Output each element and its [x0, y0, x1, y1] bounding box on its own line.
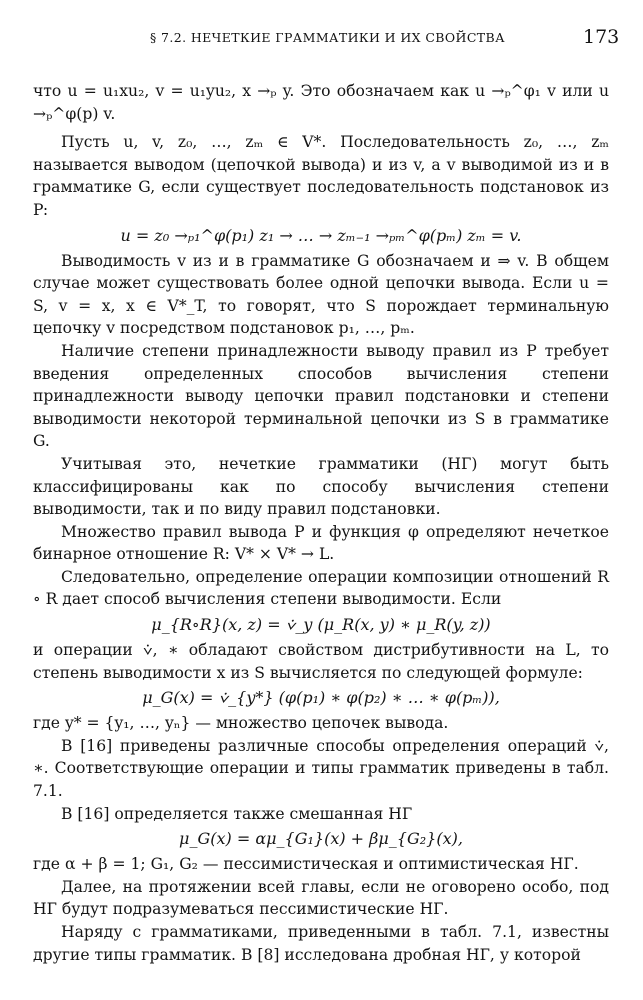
page-number: 173	[583, 26, 620, 48]
derivation-formula: u = z₀ →ₚ₁^φ(p₁) z₁ → … → zₘ₋₁ →ₚₘ^φ(pₘ) zₘ = v.	[120, 225, 522, 245]
running-head: § 7.2. НЕЧЕТКИЕ ГРАММАТИКИ И ИХ СВОЙСТВА	[150, 30, 505, 45]
paragraph: Наряду с грамматиками, приведенными в табл. 7.1, известны другие типы грамматик. В [8] исследована дробная НГ, у которой	[33, 923, 609, 964]
paragraph: где α + β = 1; G₁, G₂ — пессимистическая и оптимистическая НГ.	[33, 855, 579, 874]
paragraph: Множество правил вывода P и функция φ определяют нечеткое бинарное отношение R: V* × V* → L.	[33, 522, 609, 564]
page-header	[0, 20, 643, 54]
paragraph: Учитывая это, нечеткие грамматики (НГ) могут быть классифицированы как по способу вычисления степени выводимости, так и по виду правил подстановки.	[33, 454, 609, 519]
paragraph: что u = u₁xu₂, v = u₁yu₂, x →ₚ y. Это обозначаем как u →ₚ^φ₁ v или u →ₚ^φ(p) v.	[33, 82, 609, 123]
body-text	[33, 80, 609, 966]
paragraph: Пусть u, v, z₀, …, zₘ ∈ V*. Последовательность z₀, …, zₘ называется выводом (цепочкой вывода) и из v, а v выводимой из и в грамматике G, если существует последовательность подстановок из P:	[33, 133, 609, 219]
paragraph: В [16] приведены различные способы определения операций ⩒, ∗. Соответствующие операции и типы грамматик приведены в табл. 7.1.	[33, 736, 609, 801]
paragraph: Наличие степени принадлежности выводу правил из P требует введения определенных способов вычисления степени принадлежности выводу цепочки правил подстановки и степени выводимости некоторой терминальной цепочки из S в грамматике G.	[33, 341, 609, 451]
paragraph: В [16] определяется также смешанная НГ	[61, 804, 413, 823]
derivability-formula: μ_G(x) = ⩒_{y*} (φ(p₁) ∗ φ(p₂) ∗ … ∗ φ(pₘ)),	[142, 688, 500, 708]
mixed-grammar-formula: μ_G(x) = αμ_{G₁}(x) + βμ_{G₂}(x),	[179, 829, 463, 849]
paragraph: Далее, на протяжении всей главы, если не оговорено особо, под НГ будут подразумеваться пессимистические НГ.	[33, 877, 609, 919]
composition-formula: μ_{R∘R}(x, z) = ⩒_y (μ_R(x, y) ∗ μ_R(y, z))	[151, 615, 491, 635]
paragraph: Следовательно, определение операции композиции отношений R ∘ R дает способ вычисления степени выводимости. Если	[33, 567, 609, 609]
paragraph: и операции ⩒, ∗ обладают свойством дистрибутивности на L, то степень выводимости x из S вычисляется по следующей формуле:	[33, 641, 609, 682]
paragraph: где y* = {y₁, …, yₙ} — множество цепочек вывода.	[33, 714, 449, 733]
paragraph: Выводимость v из и в грамматике G обозначаем и ⇒ v. В общем случае может существовать более одной цепочки вывода. Если u = S, v = x, x ∈ V*_T, то говорят, что S порождает терминальную цепочку v посредством подстановок p₁, …, pₘ.	[33, 251, 609, 338]
